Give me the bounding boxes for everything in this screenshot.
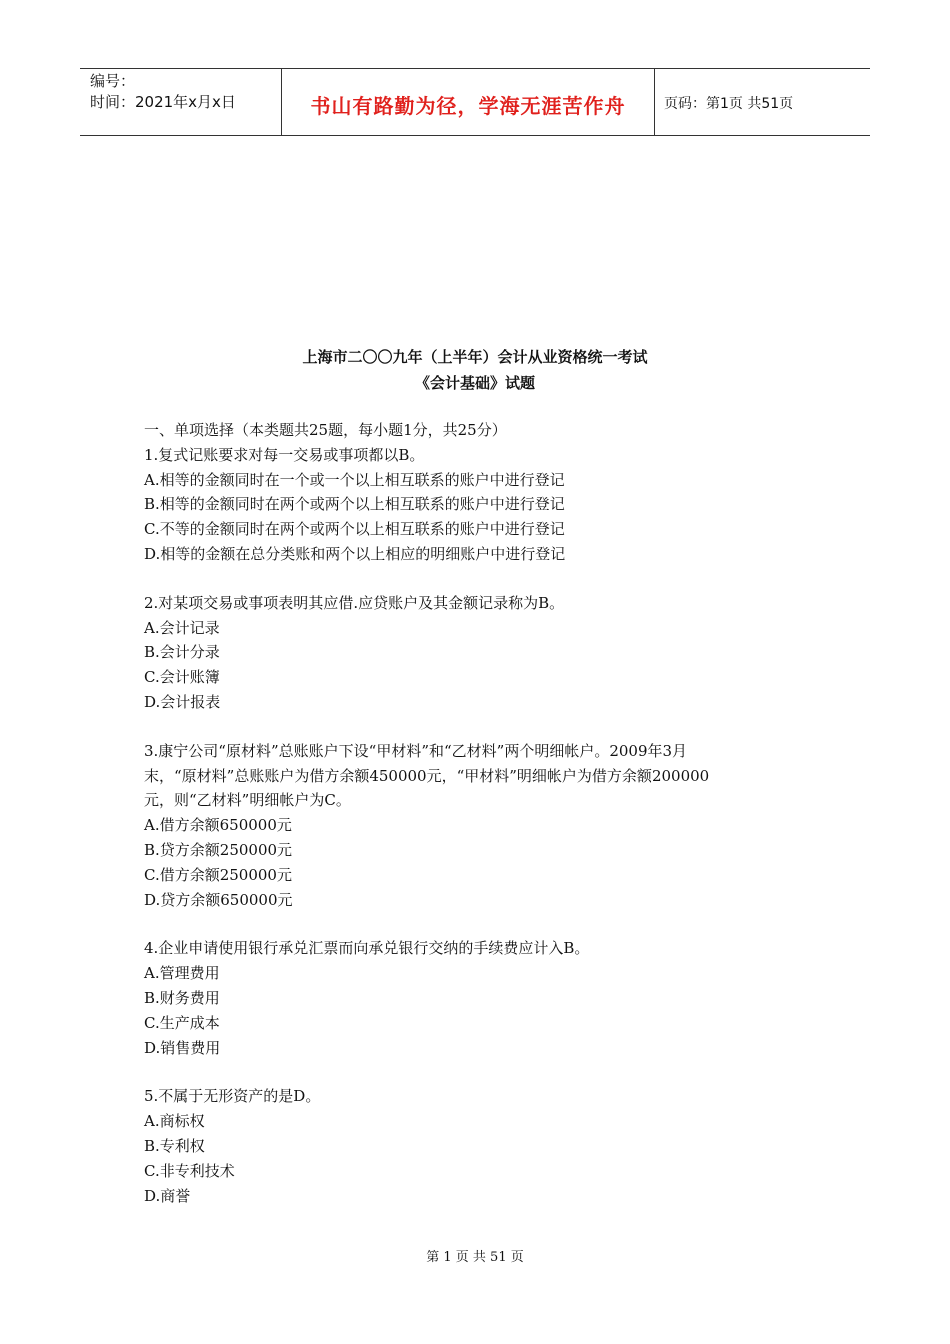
option-a: A.相等的金额同时在一个或一个以上相互联系的账户中进行登记 bbox=[144, 470, 565, 489]
option-d: D.销售费用 bbox=[144, 1038, 221, 1057]
doc-title: 上海市二〇〇九年（上半年）会计从业资格统一考试 bbox=[302, 348, 648, 366]
doc-subtitle: 《会计基础》试题 bbox=[414, 374, 535, 392]
question-stem: 1.复式记账要求对每一交易或事项都以B。 bbox=[144, 445, 425, 464]
option-b: B.财务费用 bbox=[144, 988, 220, 1007]
doc-body bbox=[144, 418, 804, 1208]
question-stem-line: 末，“原材料”总账账户为借方余额450000元，“甲材料”明细帐户为借方余额200000 bbox=[144, 766, 710, 785]
question-4 bbox=[144, 936, 804, 1060]
question-2 bbox=[144, 591, 804, 715]
question-1 bbox=[144, 443, 804, 567]
question-5 bbox=[144, 1084, 804, 1208]
option-c: C.会计账簿 bbox=[144, 668, 220, 687]
option-a: A.借方余额650000元 bbox=[144, 816, 292, 835]
option-d: D.商誉 bbox=[144, 1186, 191, 1205]
option-d: D.贷方余额650000元 bbox=[144, 890, 293, 909]
page-footer: 第 1 页 共 51 页 bbox=[426, 1250, 524, 1265]
question-stem: 4.企业申请使用银行承兑汇票而向承兑银行交纳的手续费应计入B。 bbox=[144, 939, 590, 958]
header-meta bbox=[80, 69, 282, 135]
option-c: C.不等的金额同时在两个或两个以上相互联系的账户中进行登记 bbox=[144, 520, 565, 539]
option-a: A.管理费用 bbox=[144, 964, 220, 983]
section-heading: 一、单项选择（本类题共25题，每小题1分，共25分） bbox=[144, 421, 507, 439]
time-label: 时间：2021年x月x日 bbox=[90, 93, 236, 111]
header-motto: 书山有路勤为径，学海无涯苦作舟 bbox=[282, 69, 655, 135]
option-b: B.专利权 bbox=[144, 1136, 205, 1155]
question-stem-line: 元，则“乙材料”明细帐户为C。 bbox=[144, 791, 351, 810]
option-c: C.非专利技术 bbox=[144, 1161, 235, 1180]
option-a: A.会计记录 bbox=[144, 618, 220, 637]
question-3 bbox=[144, 739, 804, 913]
option-a: A.商标权 bbox=[144, 1112, 205, 1131]
question-stem: 2.对某项交易或事项表明其应借.应贷账户及其金额记录称为B。 bbox=[144, 593, 565, 612]
code-label: 编号： bbox=[90, 72, 136, 90]
option-d: D.相等的金额在总分类账和两个以上相应的明细账户中进行登记 bbox=[144, 544, 566, 563]
option-b: B.会计分录 bbox=[144, 643, 220, 662]
question-stem-line: 3.康宁公司“原材料”总账账户下设“甲材料”和“乙材料”两个明细帐户。2009年3月 bbox=[144, 741, 688, 760]
option-c: C.生产成本 bbox=[144, 1013, 220, 1032]
option-b: B.相等的金额同时在两个或两个以上相互联系的账户中进行登记 bbox=[144, 495, 565, 514]
page-header bbox=[80, 68, 870, 136]
option-c: C.借方余额250000元 bbox=[144, 865, 292, 884]
option-b: B.贷方余额250000元 bbox=[144, 840, 293, 859]
question-stem: 5.不属于无形资产的是D。 bbox=[144, 1087, 321, 1106]
option-d: D.会计报表 bbox=[144, 692, 221, 711]
header-page-info: 页码：第1页 共51页 bbox=[664, 96, 794, 112]
